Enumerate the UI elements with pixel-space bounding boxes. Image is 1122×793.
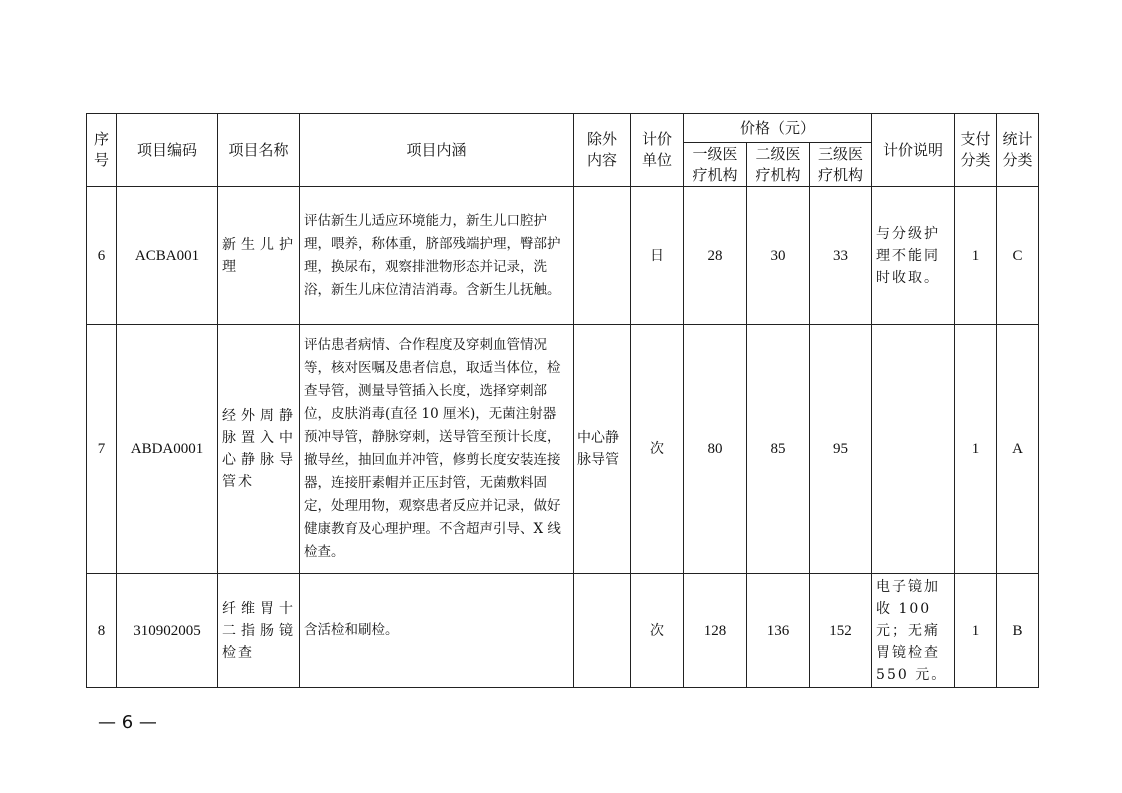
header-content: 项目内涵 — [300, 114, 574, 187]
cell-stat: A — [997, 325, 1039, 574]
header-pay: 支付分类 — [955, 114, 997, 187]
cell-name: 纤维胃十二指肠镜检查 — [218, 574, 300, 688]
header-unit: 计价单位 — [631, 114, 684, 187]
page-number: — 6 — — [98, 712, 157, 733]
cell-code: ABDA0001 — [117, 325, 218, 574]
cell-content: 含活检和刷检。 — [300, 574, 574, 688]
cell-code: ACBA001 — [117, 187, 218, 325]
table-row — [87, 325, 1039, 574]
cell-content: 评估患者病情、合作程度及穿刺血管情况等，核对医嘱及患者信息，取适当体位，检查导管，测量导管插入长度，选择穿刺部位，皮肤消毒(直径 10 厘米)，无菌注射器预冲导管，静脉穿刺，送导管至预计长度，撤导丝，抽回血并冲管，修剪长度安装连接器，连接肝素帽并正压封管，无菌敷料固定，处理用物，观察患者反应并记录，做好健康教育及心理护理。不含超声引导、X 线检查。 — [300, 325, 574, 574]
cell-stat: C — [997, 187, 1039, 325]
cell-name: 经外周静脉置入中心静脉导管术 — [218, 325, 300, 574]
header-price-group: 价格（元） — [684, 114, 872, 143]
cell-unit: 次 — [631, 325, 684, 574]
cell-price-level2: 136 — [747, 574, 810, 688]
cell-pay: 1 — [955, 325, 997, 574]
header-level3: 三级医疗机构 — [810, 143, 872, 187]
cell-price-level1: 28 — [684, 187, 747, 325]
cell-unit: 次 — [631, 574, 684, 688]
cell-price-level3: 152 — [810, 574, 872, 688]
cell-seq: 6 — [87, 187, 117, 325]
header-stat: 统计分类 — [997, 114, 1039, 187]
header-name: 项目名称 — [218, 114, 300, 187]
cell-pay: 1 — [955, 187, 997, 325]
cell-seq: 8 — [87, 574, 117, 688]
cell-price-level1: 128 — [684, 574, 747, 688]
cell-name: 新生儿护理 — [218, 187, 300, 325]
header-note: 计价说明 — [872, 114, 955, 187]
table-row — [87, 574, 1039, 688]
cell-seq: 7 — [87, 325, 117, 574]
header-level2: 二级医疗机构 — [747, 143, 810, 187]
cell-unit: 日 — [631, 187, 684, 325]
cell-price-level2: 85 — [747, 325, 810, 574]
cell-note — [872, 325, 955, 574]
cell-price-level3: 33 — [810, 187, 872, 325]
header-seq: 序号 — [87, 114, 117, 187]
cell-note: 电子镜加收 100 元；无痛胃镜检查 550 元。 — [872, 574, 955, 688]
cell-content: 评估新生儿适应环境能力，新生儿口腔护理，喂养，称体重，脐部残端护理，臀部护理，换尿布，观察排泄物形态并记录，洗浴，新生儿床位清洁消毒。含新生儿抚触。 — [300, 187, 574, 325]
cell-stat: B — [997, 574, 1039, 688]
header-code: 项目编码 — [117, 114, 218, 187]
cell-code: 310902005 — [117, 574, 218, 688]
header-level1: 一级医疗机构 — [684, 143, 747, 187]
cell-price-level1: 80 — [684, 325, 747, 574]
cell-pay: 1 — [955, 574, 997, 688]
cell-exclusion: 中心静脉导管 — [574, 325, 631, 574]
cell-price-level2: 30 — [747, 187, 810, 325]
header-exclusion: 除外内容 — [574, 114, 631, 187]
price-table — [86, 113, 1039, 688]
cell-exclusion — [574, 187, 631, 325]
table-row — [87, 187, 1039, 325]
cell-exclusion — [574, 574, 631, 688]
cell-price-level3: 95 — [810, 325, 872, 574]
cell-note: 与分级护理不能同时收取。 — [872, 187, 955, 325]
